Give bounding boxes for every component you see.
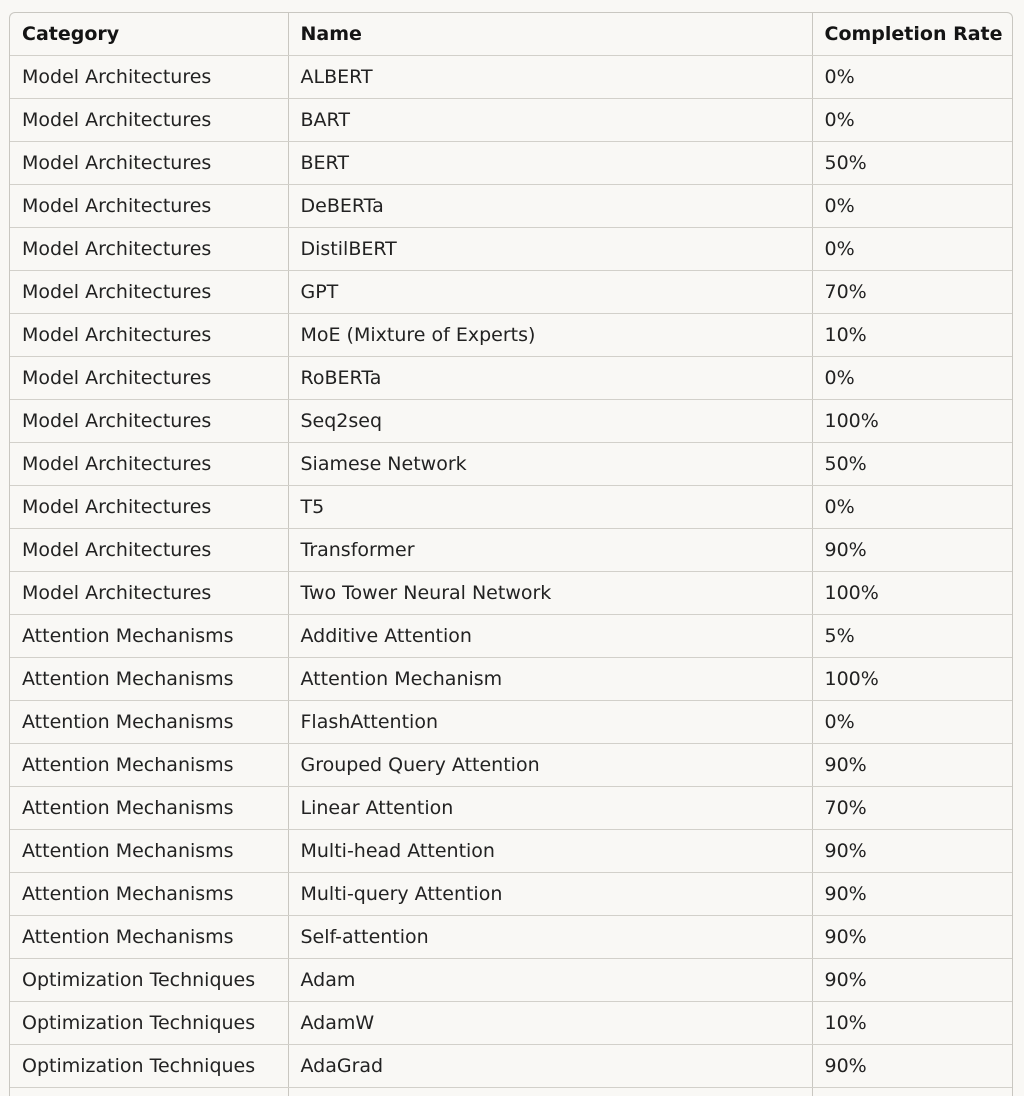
- cell-category: Attention Mechanisms: [10, 830, 288, 873]
- table-row[interactable]: [10, 787, 1012, 830]
- table-row[interactable]: [10, 916, 1012, 959]
- cell-name: FlashAttention: [288, 701, 812, 744]
- table-row[interactable]: [10, 615, 1012, 658]
- cell-category: Attention Mechanisms: [10, 787, 288, 830]
- cell-completion-rate: 50%: [812, 142, 1012, 185]
- cell-category: Model Architectures: [10, 185, 288, 228]
- cell-category: Model Architectures: [10, 357, 288, 400]
- table-row[interactable]: [10, 314, 1012, 357]
- cell-name: AdaGrad: [288, 1045, 812, 1088]
- cell-name: DeBERTa: [288, 185, 812, 228]
- cell-category: Attention Mechanisms: [10, 916, 288, 959]
- data-table-container: [9, 12, 1013, 1096]
- table-row[interactable]: [10, 486, 1012, 529]
- column-header-name[interactable]: Name: [288, 13, 812, 56]
- header-row: [10, 13, 1012, 56]
- cell-completion-rate: 90%: [812, 830, 1012, 873]
- cell-completion-rate: 10%: [812, 314, 1012, 357]
- cell-completion-rate: 10%: [812, 1002, 1012, 1045]
- cell-completion-rate: 50%: [812, 443, 1012, 486]
- table-row[interactable]: [10, 959, 1012, 1002]
- cell-category: Model Architectures: [10, 271, 288, 314]
- cell-completion-rate: 100%: [812, 400, 1012, 443]
- cell-category: Attention Mechanisms: [10, 873, 288, 916]
- column-header-category[interactable]: Category: [10, 13, 288, 56]
- cell-completion-rate: 70%: [812, 271, 1012, 314]
- table-row[interactable]: [10, 744, 1012, 787]
- cell-category: Optimization Techniques: [10, 959, 288, 1002]
- cell-completion-rate: 0%: [812, 228, 1012, 271]
- table-body: [10, 56, 1012, 1096]
- table-row[interactable]: [10, 658, 1012, 701]
- cell-category: Model Architectures: [10, 443, 288, 486]
- table-row[interactable]: [10, 701, 1012, 744]
- cell-name: RoBERTa: [288, 357, 812, 400]
- cell-name: Seq2seq: [288, 400, 812, 443]
- cell-category: Attention Mechanisms: [10, 615, 288, 658]
- cell-name: T5: [288, 486, 812, 529]
- cell-completion-rate: 0%: [812, 357, 1012, 400]
- cell-completion-rate: 90%: [812, 1045, 1012, 1088]
- cell-category: Model Architectures: [10, 99, 288, 142]
- cell-name: Multi-head Attention: [288, 830, 812, 873]
- cell-name: Multi-query Attention: [288, 873, 812, 916]
- table-row[interactable]: [10, 529, 1012, 572]
- cell-completion-rate: 90%: [812, 873, 1012, 916]
- cell-category: Model Architectures: [10, 486, 288, 529]
- cell-category: Model Architectures: [10, 529, 288, 572]
- cell-completion-rate: 90%: [812, 744, 1012, 787]
- table-row[interactable]: [10, 1045, 1012, 1088]
- cell-category: Model Architectures: [10, 314, 288, 357]
- cell-completion-rate: 90%: [812, 959, 1012, 1002]
- table-row[interactable]: [10, 357, 1012, 400]
- cell-category: Model Architectures: [10, 228, 288, 271]
- cell-name: Transformer: [288, 529, 812, 572]
- cell-category: Attention Mechanisms: [10, 701, 288, 744]
- cell-completion-rate: 100%: [812, 658, 1012, 701]
- cell-completion-rate: 70%: [812, 787, 1012, 830]
- table-row[interactable]: [10, 873, 1012, 916]
- cell-category: Attention Mechanisms: [10, 744, 288, 787]
- table-row[interactable]: [10, 142, 1012, 185]
- cell-name: Additive Attention: [288, 615, 812, 658]
- cell-name: GPT: [288, 271, 812, 314]
- cell-name: Siamese Network: [288, 443, 812, 486]
- table-row[interactable]: [10, 443, 1012, 486]
- table-row[interactable]: [10, 228, 1012, 271]
- cell-category: Model Architectures: [10, 400, 288, 443]
- cell-completion-rate: 100%: [812, 572, 1012, 615]
- cell-completion-rate: 90%: [812, 916, 1012, 959]
- cell-name: Self-attention: [288, 916, 812, 959]
- cell-completion-rate: 0%: [812, 486, 1012, 529]
- table-row[interactable]: [10, 185, 1012, 228]
- cell-name: BERT: [288, 142, 812, 185]
- table-row[interactable]: [10, 572, 1012, 615]
- cell-name: Linear Attention: [288, 787, 812, 830]
- completion-table: [10, 13, 1012, 1096]
- cell-category: Optimization Techniques: [10, 1045, 288, 1088]
- cell-name: Grouped Query Attention: [288, 744, 812, 787]
- cell-name: Attention Mechanism: [288, 658, 812, 701]
- table-row[interactable]: [10, 400, 1012, 443]
- cell-name: AdamW: [288, 1002, 812, 1045]
- cell-name: BART: [288, 99, 812, 142]
- cell-completion-rate: 5%: [812, 615, 1012, 658]
- cell-name: MoE (Mixture of Experts): [288, 314, 812, 357]
- cell-category: Attention Mechanisms: [10, 658, 288, 701]
- cell-category: Model Architectures: [10, 572, 288, 615]
- cell-completion-rate: 0%: [812, 185, 1012, 228]
- table-row[interactable]: [10, 99, 1012, 142]
- table-row[interactable]: [10, 1002, 1012, 1045]
- cell-completion-rate: 0%: [812, 99, 1012, 142]
- cell-category: Optimization Techniques: [10, 1002, 288, 1045]
- cell-category: Model Architectures: [10, 142, 288, 185]
- cell-name: ALBERT: [288, 56, 812, 99]
- cell-name: Two Tower Neural Network: [288, 572, 812, 615]
- cell-completion-rate: 0%: [812, 56, 1012, 99]
- table-row[interactable]: [10, 56, 1012, 99]
- table-header: [10, 13, 1012, 56]
- column-header-completion-rate[interactable]: Completion Rate: [812, 13, 1012, 56]
- cell-name: Adam: [288, 959, 812, 1002]
- cell-name: DistilBERT: [288, 228, 812, 271]
- table-row[interactable]: [10, 271, 1012, 314]
- cell-completion-rate: 90%: [812, 529, 1012, 572]
- cell-completion-rate: 0%: [812, 701, 1012, 744]
- table-row[interactable]: [10, 830, 1012, 873]
- cell-category: Model Architectures: [10, 56, 288, 99]
